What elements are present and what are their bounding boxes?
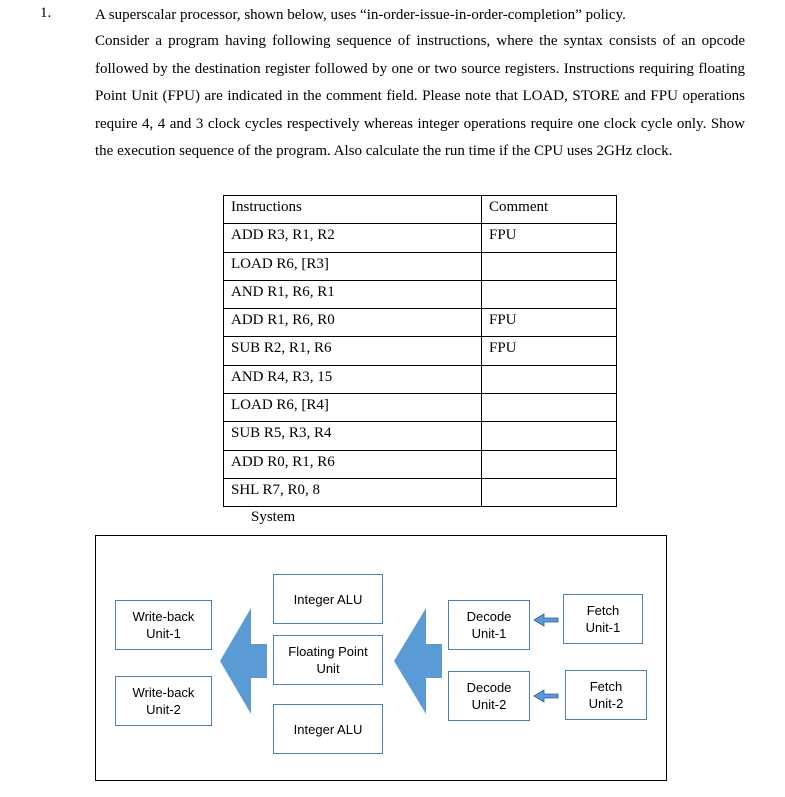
decode-unit-1 [448,600,530,650]
table-row [224,280,617,308]
instruction-cell: ADD R3, R1, R2 [224,224,482,252]
comment-cell [482,422,617,450]
instruction-cell: SUB R2, R1, R6 [224,337,482,365]
floating-point-unit [273,635,383,685]
comment-cell: FPU [482,337,617,365]
table-header-row [224,196,617,224]
comment-cell: FPU [482,224,617,252]
question-intro: A superscalar processor, shown below, uses “in-order-issue-in-order-completion” policy. [95,7,626,23]
decode-unit-2-line2: Unit-2 [471,697,507,712]
instruction-cell: ADD R1, R6, R0 [224,309,482,337]
integer-alu-top-label: Integer ALU [293,591,363,607]
comment-cell [482,394,617,422]
fetch-unit-2-line1: Fetch [589,679,623,694]
table-row [224,224,617,252]
table-row [224,309,617,337]
header-instructions: Instructions [224,196,482,224]
big-left-arrow-exec-icon [394,608,442,714]
decode-unit-2 [448,671,530,721]
comment-cell [482,252,617,280]
instruction-cell: LOAD R6, [R3] [224,252,482,280]
decode-unit-1-line1: Decode [466,609,512,624]
instruction-table [223,195,617,507]
fpu-line1: Floating Point [288,644,368,659]
system-label: System [251,509,296,525]
fetch-unit-2-line2: Unit-2 [588,696,624,711]
decode-unit-2-line1: Decode [466,680,512,695]
comment-cell [482,478,617,506]
writeback-unit-2-line1: Write-back [132,685,195,700]
table-row [224,422,617,450]
small-left-arrow-1-icon [534,614,558,626]
table-row [224,365,617,393]
fpu-line2: Unit [316,661,340,676]
writeback-unit-1 [115,600,212,650]
small-left-arrow-2-icon [534,690,558,702]
fetch-unit-1-line2: Unit-1 [585,620,621,635]
writeback-unit-2-line2: Unit-2 [146,702,181,717]
instruction-cell: SHL R7, R0, 8 [224,478,482,506]
integer-alu-top [273,574,383,624]
big-left-arrow-writeback-icon [220,608,267,714]
comment-cell [482,280,617,308]
table-row [224,478,617,506]
decode-unit-1-line2: Unit-1 [471,626,507,641]
fetch-unit-1 [563,594,643,644]
instruction-cell: AND R1, R6, R1 [224,280,482,308]
comment-cell [482,365,617,393]
comment-cell [482,450,617,478]
instruction-cell: ADD R0, R1, R6 [224,450,482,478]
table-row [224,337,617,365]
question-body: Consider a program having following sequence of instructions, where the syntax consists of an opcode followed by the destination register followed by one or two source registers. Instructions requiring floating Point Unit (FPU) are indicated in the comment field. Please note that LOAD, STORE and FPU operations require 4, 4 and 3 clock cycles respectively whereas integer operations require one clock cycle only. Show the execution sequence of the program. Also calculate the run time if the CPU uses 2GHz clock. [95,33,745,159]
table-row [224,394,617,422]
question-number: 1. [40,5,52,21]
instruction-cell: SUB R5, R3, R4 [224,422,482,450]
header-comment: Comment [482,196,617,224]
instruction-cell: LOAD R6, [R4] [224,394,482,422]
writeback-unit-1-line1: Write-back [132,609,195,624]
integer-alu-bottom [273,704,383,754]
writeback-unit-1-line2: Unit-1 [146,626,181,641]
instruction-cell: AND R4, R3, 15 [224,365,482,393]
table-row [224,450,617,478]
table-row [224,252,617,280]
fetch-unit-2 [565,670,647,720]
integer-alu-bottom-label: Integer ALU [293,721,363,737]
fetch-unit-1-line1: Fetch [586,603,620,618]
processor-diagram [95,535,667,781]
writeback-unit-2 [115,676,212,726]
comment-cell: FPU [482,309,617,337]
